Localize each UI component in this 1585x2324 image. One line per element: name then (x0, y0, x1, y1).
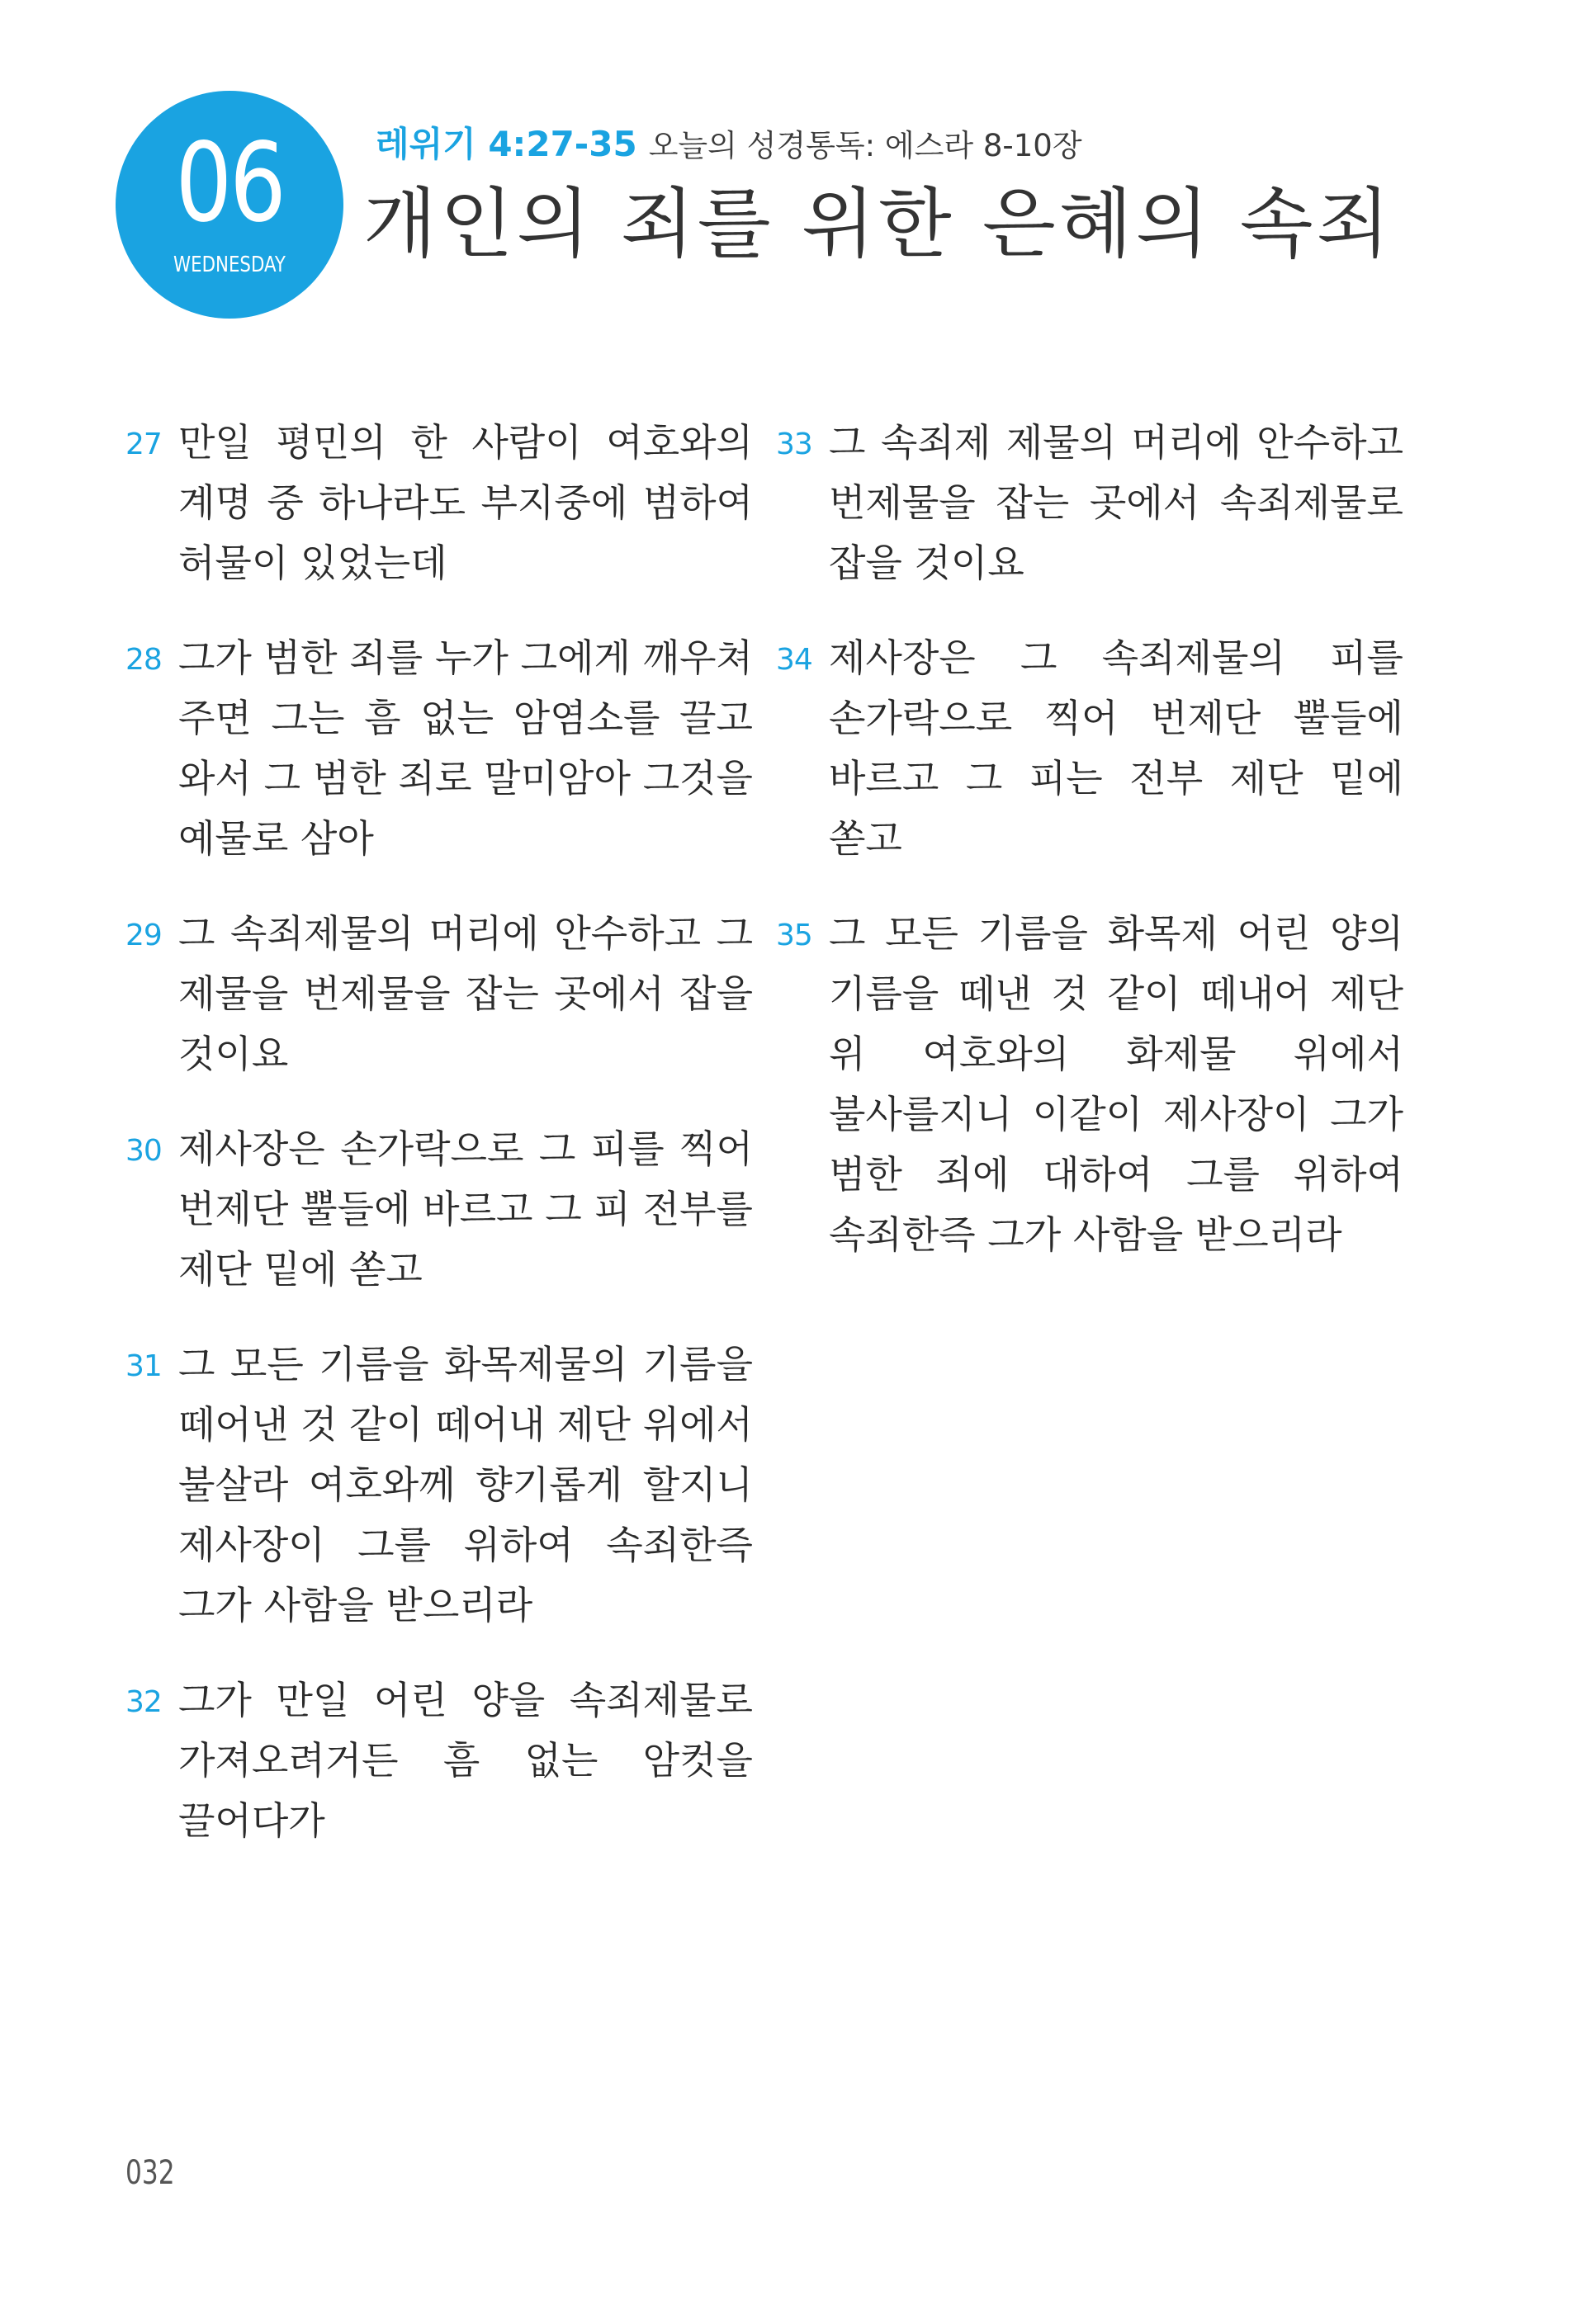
verse-number: 29 (125, 919, 162, 952)
verse-item (125, 1119, 753, 1300)
weekday-label: WEDNESDAY (173, 253, 286, 277)
verse-item (125, 628, 753, 869)
scripture-reference: 레위기 4:27-35 (376, 124, 637, 164)
page-number: 032 (125, 2154, 175, 2192)
verse-text: 그 모든 기름을 화목제 어린 양의 기름을 떼낸 것 같이 떼내어 제단 위 여호와의 화제물 위에서 불사를지니 이같이 제사장이 그가 범한 죄에 대하여 그를 위하여 속죄한즉 그가 사함을 받으리라 (829, 911, 1403, 1257)
verse-column-left (125, 413, 753, 1886)
verse-number: 30 (125, 1134, 162, 1168)
verse-text: 그가 범한 죄를 누가 그에게 깨우쳐 주면 그는 흠 없는 암염소를 끌고 와서 그 범한 죄로 말미암아 그것을 예물로 삼아 (178, 635, 753, 861)
verse-number: 27 (125, 427, 162, 461)
verse-text: 그가 만일 어린 양을 속죄제물로 가져오려거든 흠 없는 암컷을 끌어다가 (178, 1678, 753, 1843)
verse-text: 제사장은 손가락으로 그 피를 찍어 번제단 뿔들에 바르고 그 피 전부를 제단 밑에 쏟고 (178, 1127, 753, 1292)
verse-text: 그 속죄제물의 머리에 안수하고 그 제물을 번제물을 잡는 곳에서 잡을 것이요 (178, 911, 753, 1076)
verse-number: 35 (776, 919, 812, 952)
verse-number: 32 (125, 1685, 162, 1719)
date-number: 06 (175, 120, 284, 247)
verse-column-right (776, 413, 1403, 1300)
scripture-reference-line (376, 122, 1082, 168)
verse-item (125, 1334, 753, 1636)
verse-item (125, 904, 753, 1084)
verse-text: 그 모든 기름을 화목제물의 기름을 떼어낸 것 같이 떼어내 제단 위에서 불살라 여호와께 향기롭게 할지니 제사장이 그를 위하여 속죄한즉 그가 사함을 받으리라 (178, 1342, 753, 1627)
verse-item (776, 413, 1403, 593)
verse-number: 28 (125, 643, 162, 677)
page-title: 개인의 죄를 위한 은혜의 속죄 (363, 180, 1393, 268)
verse-text: 만일 평민의 한 사람이 여호와의 계명 중 하나라도 부지중에 범하여 허물이 있었는데 (178, 420, 753, 585)
verse-text: 그 속죄제 제물의 머리에 안수하고 번제물을 잡는 곳에서 속죄제물로 잡을 것이요 (829, 420, 1403, 585)
verse-item (776, 904, 1403, 1265)
verse-number: 34 (776, 643, 812, 677)
date-badge (116, 91, 343, 319)
verse-text: 제사장은 그 속죄제물의 피를 손가락으로 찍어 번제단 뿔들에 바르고 그 피는 전부 제단 밑에 쏟고 (829, 635, 1403, 861)
reading-plan: 오늘의 성경통독: 에스라 8-10장 (648, 128, 1082, 163)
verse-number: 31 (125, 1349, 162, 1383)
verse-item (125, 413, 753, 593)
verse-item (776, 628, 1403, 869)
verse-number: 33 (776, 427, 812, 461)
verse-item (125, 1670, 753, 1851)
